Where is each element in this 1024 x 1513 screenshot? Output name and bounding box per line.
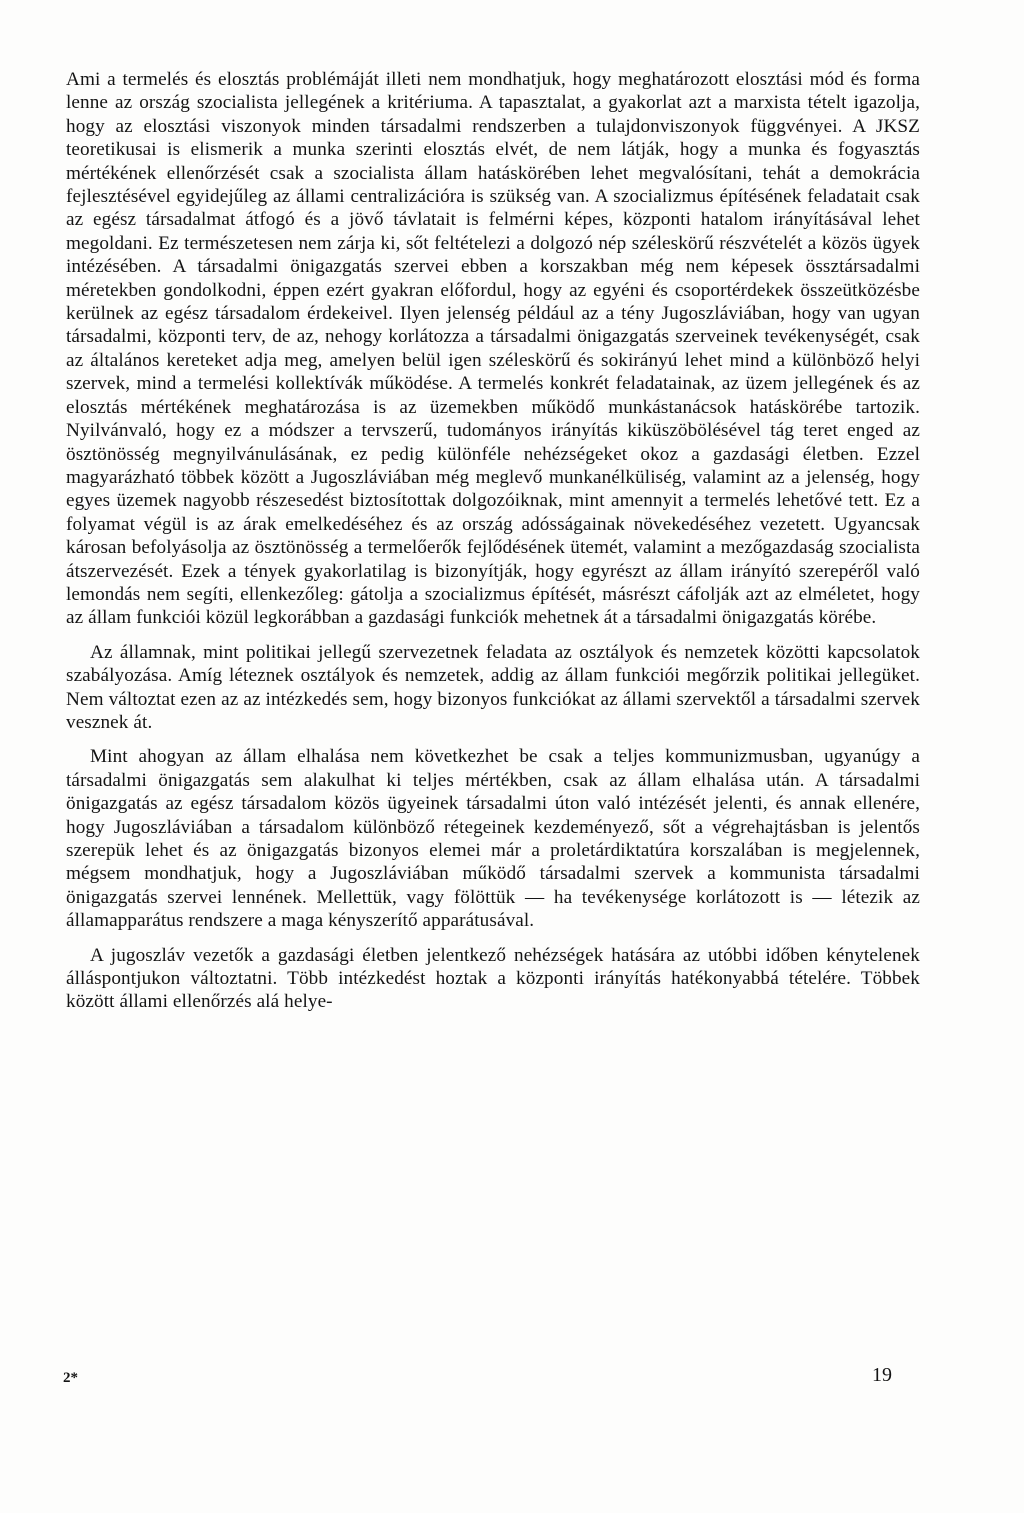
body-text (66, 68, 920, 1025)
paragraph-4: A jugoszláv vezetők a gazdasági életben jelentkező nehézségek hatására az utóbbi időben kénytelenek álláspontjukon változtatni. Több intézkedést hoztak a központi irányítás hatékonyabbá tételére. Többek között állami ellenőrzés alá helye- (66, 944, 920, 1013)
paragraph-1: Ami a termelés és elosztás problémáját illeti nem mondhatjuk, hogy meghatározott elosztási mód és forma lenne az ország szocialista jellegének a kritériuma. A tapasztalat, a gyakorlat azt a marxista tételt igazolja, hogy az elosztási viszonyok minden társadalmi rendszerben a tulajdonviszonyok függvényei. A JKSZ teoretikusai is elismerik a munka szerinti elosztás elvét, de nem látják, hogy a munka és fogyasztás mértékének ellenőrzését csak a szocialista állam hatáskörében lehet megvalósítani, tehát a demokrácia fejlesztésével egyidejűleg az állami centralizációra is szükség van. A szocializmus építésének feladatait csak az egész társadalmat átfogó és a jövő távlatait is felmérni képes, központi hatalom irányításával lehet megoldani. Ez természetesen nem zárja ki, sőt feltételezi a dolgozó nép széleskörű részvételét a közös ügyek intézésében. A társadalmi önigazgatás szervei ebben a korszakban még nem képesek össztársadalmi méretekben gondolkodni, éppen ezért gyakran előfordul, hogy az egyéni és csoportérdekek összeütközésbe kerülnek az egész társadalom érdekeivel. Ilyen jelenség például az a tény Jugoszláviában, hogy van ugyan társadalmi, központi terv, de az, nehogy korlátozza a társadalmi önigazgatás szerveinek tevékenységét, csak az általános kereteket adja meg, amelyen belül igen széleskörű és sokirányú lehet mind a különböző helyi szervek, mind a termelési kollektívák működése. A termelés konkrét feladatainak, az üzem jellegének és az elosztás mértékének meghatározása is az üzemekben működő munkástanácsok hatáskörébe tartozik. Nyilvánvaló, hogy ez a módszer a tervszerű, tudományos irányítás kiküszöbölésével tág teret enged az ösztönösség megnyilvánulásának, ez pedig különféle nehézségeket okoz a gazdasági életben. Ezzel magyarázható többek között a Jugoszláviában még meglevő munkanélküliség, valamint az a jelenség, hogy egyes üzemek nagyobb részesedést biztosítottak dolgozóiknak, mint amennyit a termelés lehetővé tett. Ez a folyamat végül is az árak emelkedéséhez és az ország adósságainak növekedéséhez vezetett. Ugyancsak károsan befolyásolja az ösztönösség a termelőerők fejlődésének ütemét, valamint a mezőgazdaság szocialista átszervezését. Ezek a tények gyakorlatilag is bizonyítják, hogy egyrészt az állam irányító szerepéről való lemondás nem segíti, ellenkezőleg: gátolja a szocializmus építését, másrészt cáfolják azt az elméletet, hogy az állam funkciói közül legkorábban a gazdasági funkciók mehetnek át a társadalmi önigazgatás körébe. (66, 69, 920, 629)
paragraph-2: Az államnak, mint politikai jellegű szervezetnek feladata az osztályok és nemzetek közötti kapcsolatok szabályozása. Amíg léteznek osztályok és nemzetek, addig az állam funkciói megőrzik politikai jellegüket. Nem változtat ezen az az intézkedés sem, hogy bizonyos funkciókat az állami szervektől a társadalmi szervek vesznek át. (66, 641, 920, 733)
paragraph-3: Mint ahogyan az állam elhalása nem következhet be csak a teljes kommunizmusban, ugyanúgy a társadalmi önigazgatás sem alakulhat ki teljes mértékben, csak az állam elhalása után. A társadalmi önigazgatás az egész társadalom közös ügyeinek társadalmi úton való intézését jelenti, és annak ellenére, hogy Jugoszláviában a társadalom különböző rétegeinek kezdeményező, sőt a végrehajtásban is jelentős szerepük lehet és az önigazgatás bizonyos elemei már a proletárdiktatúra korszalában is megjelennek, mégsem mondhatjuk, hogy a Jugoszláviában működő társadalmi szervek a kommunista társadalmi önigazgatás szervei lennének. Mellettük, vagy fölöttük — ha tevékenysége korlátozott is — létezik az államapparátus rendszere a maga kényszerítő apparátusával. (66, 746, 920, 932)
signature-mark: 2* (63, 1370, 78, 1386)
page-number: 19 (872, 1364, 892, 1386)
